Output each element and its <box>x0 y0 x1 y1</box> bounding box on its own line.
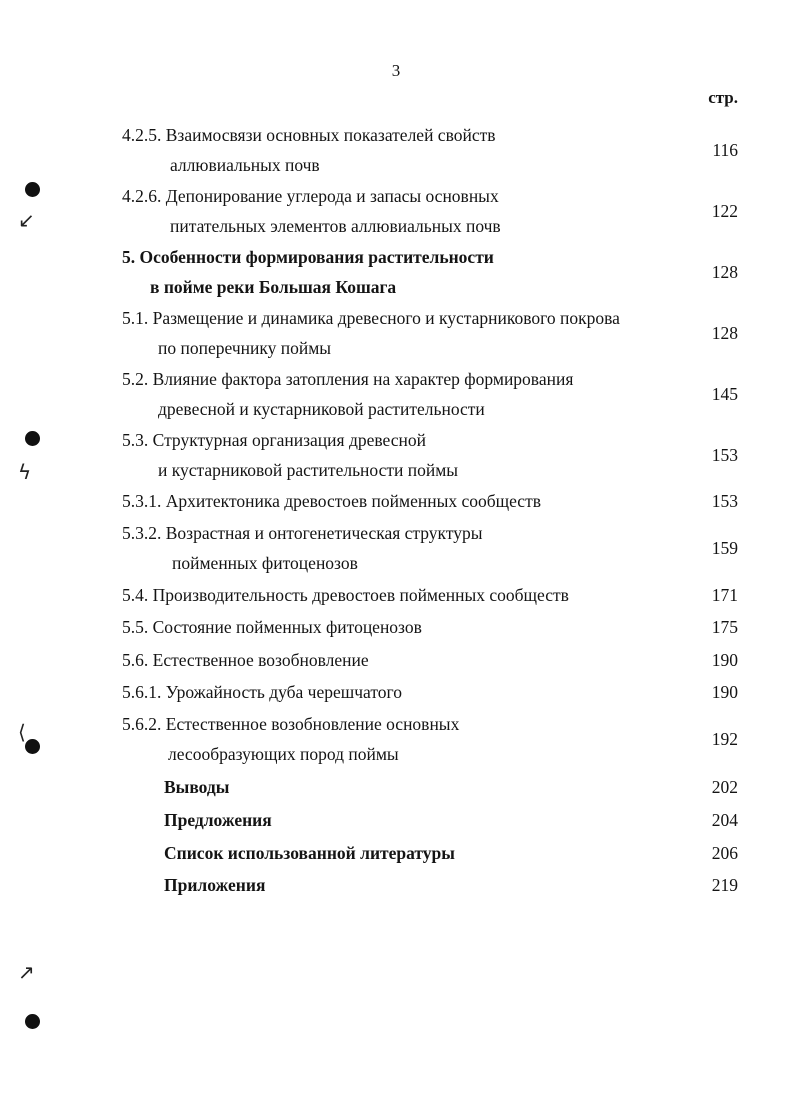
scan-mark-icon: ↗ <box>18 960 35 984</box>
toc-entry-page-number: 175 <box>711 617 738 637</box>
toc-entry-page-number: 171 <box>711 585 738 605</box>
toc-entry-page-number: 192 <box>711 729 738 749</box>
toc-entry <box>0 490 792 522</box>
toc-entry-title-line: в пойме реки Большая Кошага <box>150 277 397 297</box>
toc-entry <box>0 185 792 246</box>
toc-entry <box>0 809 792 842</box>
toc-entry-title-line: Предложения <box>164 810 272 830</box>
toc-entry-title-line: 5.5. Состояние пойменных фитоценозов <box>122 617 422 637</box>
toc-entry-page-number: 159 <box>711 538 738 558</box>
toc-entry-title-line: 5.6.2. Естественное возобновление основных <box>122 714 460 734</box>
toc-entry-page-number: 153 <box>711 445 738 465</box>
toc-entry <box>0 874 792 907</box>
toc-entry-page-number: 122 <box>711 201 738 221</box>
toc-entry-title-line: питательных элементов аллювиальных почв <box>170 216 501 236</box>
scan-mark-icon: ϟ <box>18 460 32 484</box>
toc-entry-title-line: аллювиальных почв <box>170 155 320 175</box>
toc-entry <box>0 842 792 874</box>
toc-entry-page-number: 206 <box>711 843 738 863</box>
binder-hole-icon <box>25 1014 40 1029</box>
toc-entry <box>0 616 792 649</box>
toc-entry-page-number: 202 <box>711 777 738 797</box>
toc-entry-page-number: 153 <box>711 491 738 511</box>
scan-mark-icon: ↙ <box>18 208 35 232</box>
toc-entry-title-line: 5. Особенности формирования растительности <box>122 247 494 267</box>
page-number: 3 <box>391 61 401 80</box>
toc-entry <box>0 584 792 616</box>
toc-entry-title-line: 5.2. Влияние фактора затопления на характер формирования <box>122 369 574 389</box>
table-of-contents <box>0 124 792 907</box>
toc-entry-page-number: 190 <box>711 650 738 670</box>
toc-entry-title-line: 5.6. Естественное возобновление <box>122 650 369 670</box>
toc-entry <box>0 429 792 490</box>
toc-entry-title-line: лесообразующих пород поймы <box>168 744 399 764</box>
toc-entry-title-line: и кустарниковой растительности поймы <box>158 460 459 480</box>
toc-entry-title-line: 5.4. Производительность древостоев пойменных сообществ <box>122 585 569 605</box>
toc-entry <box>0 776 792 809</box>
toc-entry <box>0 522 792 584</box>
toc-entry-page-number: 116 <box>712 140 738 160</box>
toc-entry <box>0 307 792 368</box>
toc-entry-page-number: 128 <box>711 323 738 343</box>
toc-entry-title-line: 5.3.2. Возрастная и онтогенетическая структуры <box>122 523 483 543</box>
toc-entry-title-line: 4.2.6. Депонирование углерода и запасы основных <box>122 186 499 206</box>
toc-entry-title-line: 4.2.5. Взаимосвязи основных показателей свойств <box>122 125 496 145</box>
pages-column-header: стр. <box>708 88 738 107</box>
toc-entry-title-line: Приложения <box>164 875 266 895</box>
toc-entry-title-line: 5.6.1. Урожайность дуба черешчатого <box>122 682 403 702</box>
toc-entry <box>0 681 792 713</box>
toc-entry-title-line: по поперечнику поймы <box>158 338 332 358</box>
toc-entry-page-number: 219 <box>711 875 738 895</box>
toc-entry-title-line: Выводы <box>164 777 230 797</box>
toc-entry-page-number: 204 <box>711 810 738 830</box>
toc-entry-title-line: древесной и кустарниковой растительности <box>158 399 485 419</box>
toc-entry <box>0 713 792 776</box>
toc-entry-title-line: пойменных фитоценозов <box>172 553 358 573</box>
toc-entry-title-line: Список использованной литературы <box>164 843 455 863</box>
toc-entry-page-number: 190 <box>711 682 738 702</box>
toc-entry-title-line: 5.3. Структурная организация древесной <box>122 430 426 450</box>
toc-entry <box>0 368 792 429</box>
toc-entry-page-number: 145 <box>711 384 738 404</box>
toc-entry <box>0 649 792 681</box>
toc-entry <box>0 246 792 307</box>
toc-entry-title-line: 5.3.1. Архитектоника древостоев пойменных сообществ <box>122 491 541 511</box>
toc-entry <box>0 124 792 185</box>
toc-entry-page-number: 128 <box>711 262 738 282</box>
scan-mark-icon: ⟨ <box>18 720 26 744</box>
toc-entry-title-line: 5.1. Размещение и динамика древесного и кустарникового покрова <box>122 308 620 328</box>
